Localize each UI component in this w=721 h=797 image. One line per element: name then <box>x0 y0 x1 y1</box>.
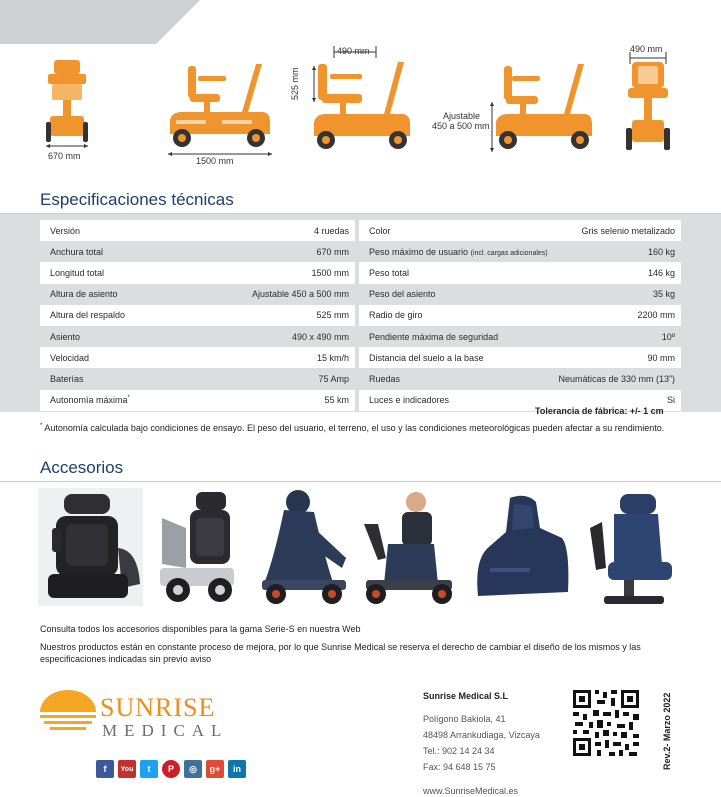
spec-label: Altura del respaldo <box>50 310 126 321</box>
spec-value: 146 kg <box>647 267 675 278</box>
spec-value: 1500 mm <box>311 267 349 278</box>
seat-depth-label: 490 mm <box>337 46 370 56</box>
instagram-icon[interactable] <box>184 760 202 778</box>
accessory-image-seat-cover <box>584 488 682 606</box>
spec-row <box>40 390 355 411</box>
spec-label: Baterías <box>50 373 84 384</box>
social-icons <box>96 760 246 778</box>
specs-title: Especificaciones técnicas <box>40 190 234 209</box>
spec-row <box>359 220 681 241</box>
specs-left-column <box>40 220 355 411</box>
footnote-asterisk: * <box>40 423 43 429</box>
spec-label: Anchura total <box>50 246 104 257</box>
spec-value: 75 Amp <box>318 373 349 384</box>
spec-value: Si <box>666 395 675 406</box>
accessories-caption: Consulta todos los accesorios disponibles para la gama Serie-S en nuestra Web <box>40 624 361 634</box>
googleplus-icon-glyph: g+ <box>209 764 221 774</box>
spec-label: Altura de asiento <box>50 289 118 300</box>
spec-value: 90 mm <box>647 352 675 363</box>
seat-dimension-drawing <box>300 44 420 156</box>
spec-label: Radio de giro <box>369 310 423 321</box>
spec-row <box>359 262 681 283</box>
spec-value: 160 kg <box>647 246 675 257</box>
spec-row <box>40 241 355 262</box>
spec-row <box>359 347 681 368</box>
side-view-drawing <box>162 60 278 160</box>
spec-label: Color <box>369 225 391 236</box>
footnote-text: Autonomía calculada bajo condiciones de ensayo. El peso del usuario, el terreno, el uso y las condiciones meteorológicas pueden afectar a su rendimiento. <box>42 423 665 433</box>
spec-value: 525 mm <box>316 310 349 321</box>
phone-number: Tel.: 902 14 24 34 <box>423 746 495 756</box>
twitter-icon[interactable] <box>140 760 158 778</box>
tolerance-note: Tolerancia de fábrica: +/- 1 cm <box>535 406 664 416</box>
spec-row <box>40 284 355 305</box>
spec-label: Versión <box>50 225 81 236</box>
pinterest-icon-glyph: P <box>167 764 174 774</box>
facebook-icon-glyph: f <box>103 764 107 774</box>
spec-value: 490 x 490 mm <box>291 331 349 342</box>
spec-label: Peso del asiento <box>369 289 436 300</box>
spec-value: 15 km/h <box>316 352 349 363</box>
spec-value: Gris selenio metalizado <box>581 225 675 236</box>
spec-label: Distancia del suelo a la base <box>369 352 484 363</box>
spec-row <box>40 347 355 368</box>
youtube-icon[interactable] <box>118 760 136 778</box>
fax-number: Fax: 94 648 15 75 <box>423 762 496 772</box>
spec-row <box>40 262 355 283</box>
pinterest-icon[interactable] <box>162 760 180 778</box>
youtube-icon-glyph: You <box>120 765 134 773</box>
rear-width-label: 490 mm <box>630 44 663 54</box>
spec-value: 10º <box>661 331 675 342</box>
twitter-icon-glyph: t <box>147 764 151 774</box>
spec-label: Peso total <box>369 267 410 278</box>
googleplus-icon[interactable] <box>206 760 224 778</box>
logo-text-medical: MEDICAL <box>102 721 229 740</box>
spec-value: 4 ruedas <box>313 225 349 236</box>
accessory-image-rear-bag <box>156 488 238 606</box>
spec-label: Ruedas <box>369 373 401 384</box>
qr-code-icon[interactable] <box>571 688 641 758</box>
spec-label <box>369 247 548 257</box>
website-link[interactable]: www.SunriseMedical.es <box>423 786 519 796</box>
facebook-icon[interactable] <box>96 760 114 778</box>
specs-right-column <box>359 220 681 411</box>
spec-value: 35 kg <box>652 289 675 300</box>
corner-band <box>0 0 200 44</box>
accessory-image-backpack <box>38 488 143 606</box>
spec-row <box>359 305 681 326</box>
spec-label <box>50 395 130 405</box>
accessory-image-leg-cover <box>358 488 460 606</box>
disclaimer-text: Nuestros productos están en constante proceso de mejora, por lo que Sunrise Medical se reserva el derecho de cambiar el diseño de los mismos y las especificaciones indicadas sin previo aviso <box>40 642 641 664</box>
sunrise-medical-logo <box>38 684 238 744</box>
spec-label: Pendiente máxima de seguridad <box>369 331 499 342</box>
side-length-label: 1500 mm <box>196 156 234 166</box>
spec-value: Neumáticas de 330 mm (13”) <box>558 373 675 384</box>
seat-height-drawing <box>488 58 604 158</box>
address-line-1: Polígono Bakiola, 41 <box>423 714 506 724</box>
front-width-label: 670 mm <box>48 151 81 161</box>
accessories-title: Accesorios <box>40 458 124 477</box>
company-name: Sunrise Medical S.L <box>423 691 509 701</box>
spec-value: 670 mm <box>316 246 349 257</box>
spec-label: Velocidad <box>50 352 90 363</box>
spec-row <box>40 326 355 347</box>
spec-row <box>359 284 681 305</box>
spec-row <box>359 241 681 262</box>
spec-value: 55 km <box>324 395 349 406</box>
spec-label-text: Autonomía máxima <box>50 395 128 406</box>
spec-row <box>359 368 681 389</box>
spec-label-text: Peso máximo de usuario <box>369 246 469 257</box>
seat-height-label-1: Ajustable <box>443 111 481 121</box>
spec-row <box>40 220 355 241</box>
rear-view-drawing <box>622 48 674 154</box>
linkedin-icon-glyph: in <box>233 764 241 774</box>
autonomy-asterisk: * <box>127 395 130 402</box>
revision-note: Rev.2- Marzo 2022 <box>662 692 672 770</box>
max-user-note: (incl. cargas adicionales) <box>470 249 548 257</box>
accessories-title-rule <box>0 481 721 482</box>
autonomy-footnote <box>40 421 680 434</box>
spec-row <box>359 326 681 347</box>
spec-value: Ajustable 450 a 500 mm <box>251 289 349 300</box>
spec-row <box>40 305 355 326</box>
address-line-2: 48498 Arrankudiaga, Vizcaya <box>423 730 540 740</box>
spec-value: 2200 mm <box>637 310 675 321</box>
spec-label: Longitud total <box>50 267 105 278</box>
linkedin-icon[interactable] <box>228 760 246 778</box>
accessory-image-scooter-cover <box>470 488 574 606</box>
accessory-image-poncho <box>254 488 354 606</box>
spec-label: Luces e indicadores <box>369 395 450 406</box>
instagram-icon-glyph: ◎ <box>189 763 197 774</box>
spec-label: Asiento <box>50 331 81 342</box>
front-view-drawing <box>40 58 96 158</box>
backrest-height-label: 525 mm <box>290 67 300 100</box>
logo-text-sunrise: SUNRISE <box>100 693 216 722</box>
spec-row <box>40 368 355 389</box>
seat-height-label-2: 450 a 500 mm <box>432 121 490 131</box>
company-info <box>423 688 540 797</box>
